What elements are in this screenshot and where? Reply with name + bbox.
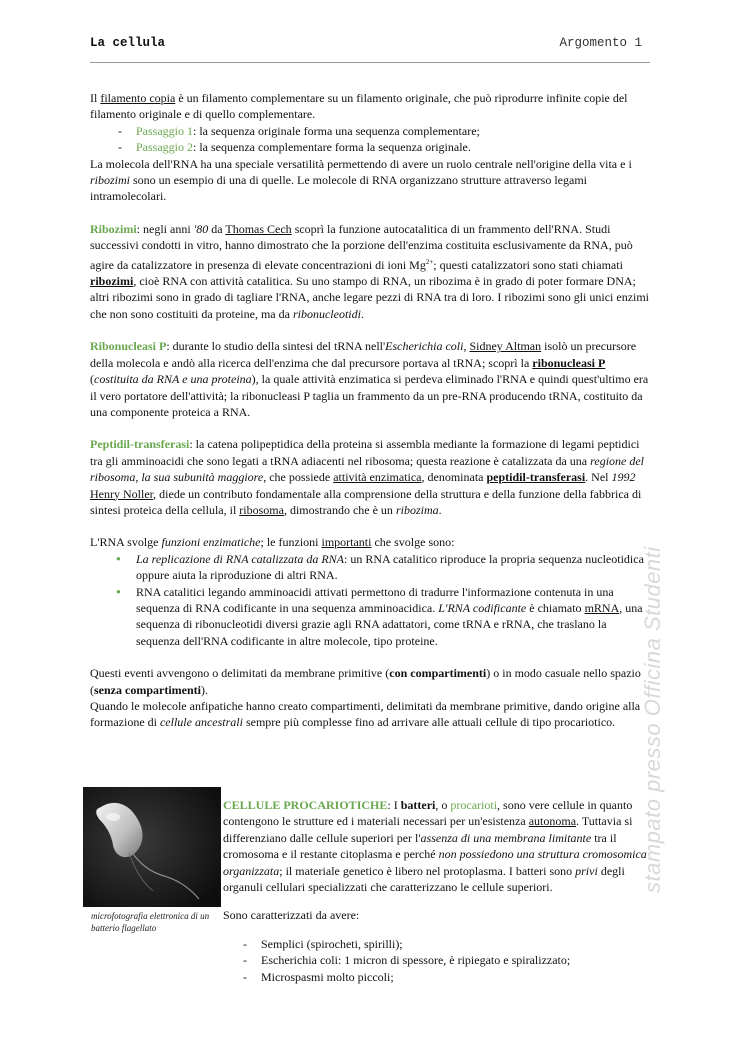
funzioni-intro: L'RNA svolge funzioni enzimatiche; le funzioni importanti che svolge sono:: [90, 535, 455, 550]
watermark: stampato presso Officina Studenti: [640, 546, 665, 893]
list-item: ● RNA catalitici legando amminoacidi attivati permettono di tradurre l'informazione contenuta in una sequenza di RNA codificante in una sequenza amminoacidica. L'RNA codificante è chiamato mRNA, una sequenza di ribonucleotidi diversi grazie agli RNA adattatori, come tRNA e rRNA, che traslano la sequenza dell'RNA codificante in altre molecole, tipo proteine.: [118, 584, 652, 650]
photo-caption: microfotografia elettronica di un batterio flagellato: [91, 911, 210, 933]
filamento-copia-term: filamento copia: [100, 91, 176, 105]
ribonucleasi-section: Ribonucleasi P: durante lo studio della sintesi del tRNA nell'Escherichia coli, Sidney Altman isolò un precursore della molecola e andò alla ricerca dell'enzima che dal precursore portava al tRNA; scoprì la ribonucleasi P (costituita da RNA e una proteina), la quale attività enzimatica si perdeva eliminado l'RNA e quindi quest'ultimo era il vero portatore dell'attività; la ribonucleasi P taglia un frammento da un pre-RNA producendo tRNA, costituito da una componente proteica a RNA.: [90, 339, 649, 419]
list-item: - Semplici (spirocheti, spirilli);: [243, 936, 658, 952]
list-item: - Escherichia coli: 1 micron di spessore, è ripiegato e spiralizzato;: [243, 952, 658, 968]
caratteristiche-intro: Sono caratterizzati da avere:: [223, 908, 360, 923]
page-header: [90, 36, 642, 52]
list-item: - Passaggio 1: la sequenza originale forma una sequenza complementare;: [118, 123, 652, 139]
list-item: - Passaggio 2: la sequenza complementare forma la sequenza originale.: [118, 139, 652, 155]
eventi-paragraph: Questi eventi avvengono o delimitati da membrane primitive (con compartimenti) o in modo casuale nello spazio (senza compartimenti).: [90, 666, 641, 697]
header-title: La cellula: [90, 36, 166, 50]
peptidil-section: Peptidil-transferasi: la catena polipeptidica della proteina si assembla mediante la formazione di legami peptidici tra gli amminoacidi che sono legati a tRNA adiacenti nel ribosoma; questa reazione è catalizzata da una regione del ribosoma, la sua subunità maggiore, che possiede attività enzimatica, denominata peptidil-transferasi. Nel 1992 Henry Noller, diede un contributo fondamentale alla comprensione della struttura e della funzione della fabbrica di sintesi proteica della cellula, il ribosoma, dimostrando che è un ribozima.: [90, 437, 645, 517]
bacterium-photo: [83, 787, 221, 907]
intro-paragraph: Il filamento copia è un filamento complementare su un filamento originale, che può riprodurre infinite copie del filamento originale e di quello complementare.: [90, 91, 628, 122]
procarioti-heading: CELLULE PROCARIOTICHE: [223, 798, 388, 812]
caratteristiche-list: [223, 936, 658, 985]
list-item: - Microspasmi molto piccoli;: [243, 969, 658, 985]
peptidil-heading: Peptidil-transferasi: [90, 437, 190, 452]
funzioni-list: [90, 551, 652, 649]
cellule-ancestrali-paragraph: Quando le molecole anfipatiche hanno creato compartimenti, delimitati da membrane primitive, dando origine alla formazione di cellule ancestrali sempre più complesse fino ad arrivare alle attuali cellule di tipo procariotico.: [90, 699, 641, 730]
ribonucleasi-heading: Ribonucleasi P: [90, 339, 167, 354]
rna-paragraph: La molecola dell'RNA ha una speciale versatilità permettendo di avere un ruolo centrale nell'origine della vita e i ribozimi sono un esempio di una di quelle. Le molecole di RNA organizzano strutture attraverso legami intramolecolari.: [90, 156, 632, 204]
document-body: [90, 90, 652, 731]
header-argument: Argomento 1: [559, 36, 642, 50]
ribozimi-heading: Ribozimi: [90, 221, 137, 236]
procarioti-text: CELLULE PROCARIOTICHE: I batteri, o procarioti, sono vere cellule in quanto contengono le strutture ed i materiali necessari per un'esistenza autonoma. Tuttavia si differenziano dalle cellule superiori per l'assenza di una membrana limitante tra il cromosoma e il restante citoplasma e perché non possiedono una struttura cromosomica organizzata; il materiale genetico è libero nel protoplasma. I batteri sono privi degli organuli cellulari specializzati che caratterizzano le cellule superiori. Sono caratterizzati da avere: - Semplici (spirocheti, spirilli); - Escherichia coli: 1 micron di spessore, è ripiegato e spiralizzato; - Microspasmi molto piccoli;: [223, 785, 658, 985]
passaggi-list: [90, 123, 652, 156]
ribozimi-section: Ribozimi: negli anni '80 da Thomas Cech scoprì la funzione autocatalitica di un frammento dell'RNA. Studi successivi condotti in vitro, hanno dimostrato che la porzione dell'enzima costituita esclusivamente da RNA, può agire da catalizzatore in presenza di elevate concentrazioni di ioni $Mg^{2+}$; questi catalizzatori sono stati chiamati ribozimi, cioè RNA con attività catalitica. Su uno stampo di RNA, un ribozima è in grado di poter formare DNA; altri ribozimi sono in grado di tagliare l'RNA, anche legare pezzi di RNA tra di loro. I ribozimi sono gli unici enzimi che non sono costituiti da proteine, ma da ribonucleotidi.: [90, 221, 650, 321]
list-item: ● La replicazione di RNA catalizzata da RNA: un RNA catalitico riproduce la propria sequenza nucleotidica oppure aiuta la riproduzione di altri RNA.: [118, 551, 652, 584]
header-rule: [90, 62, 650, 63]
